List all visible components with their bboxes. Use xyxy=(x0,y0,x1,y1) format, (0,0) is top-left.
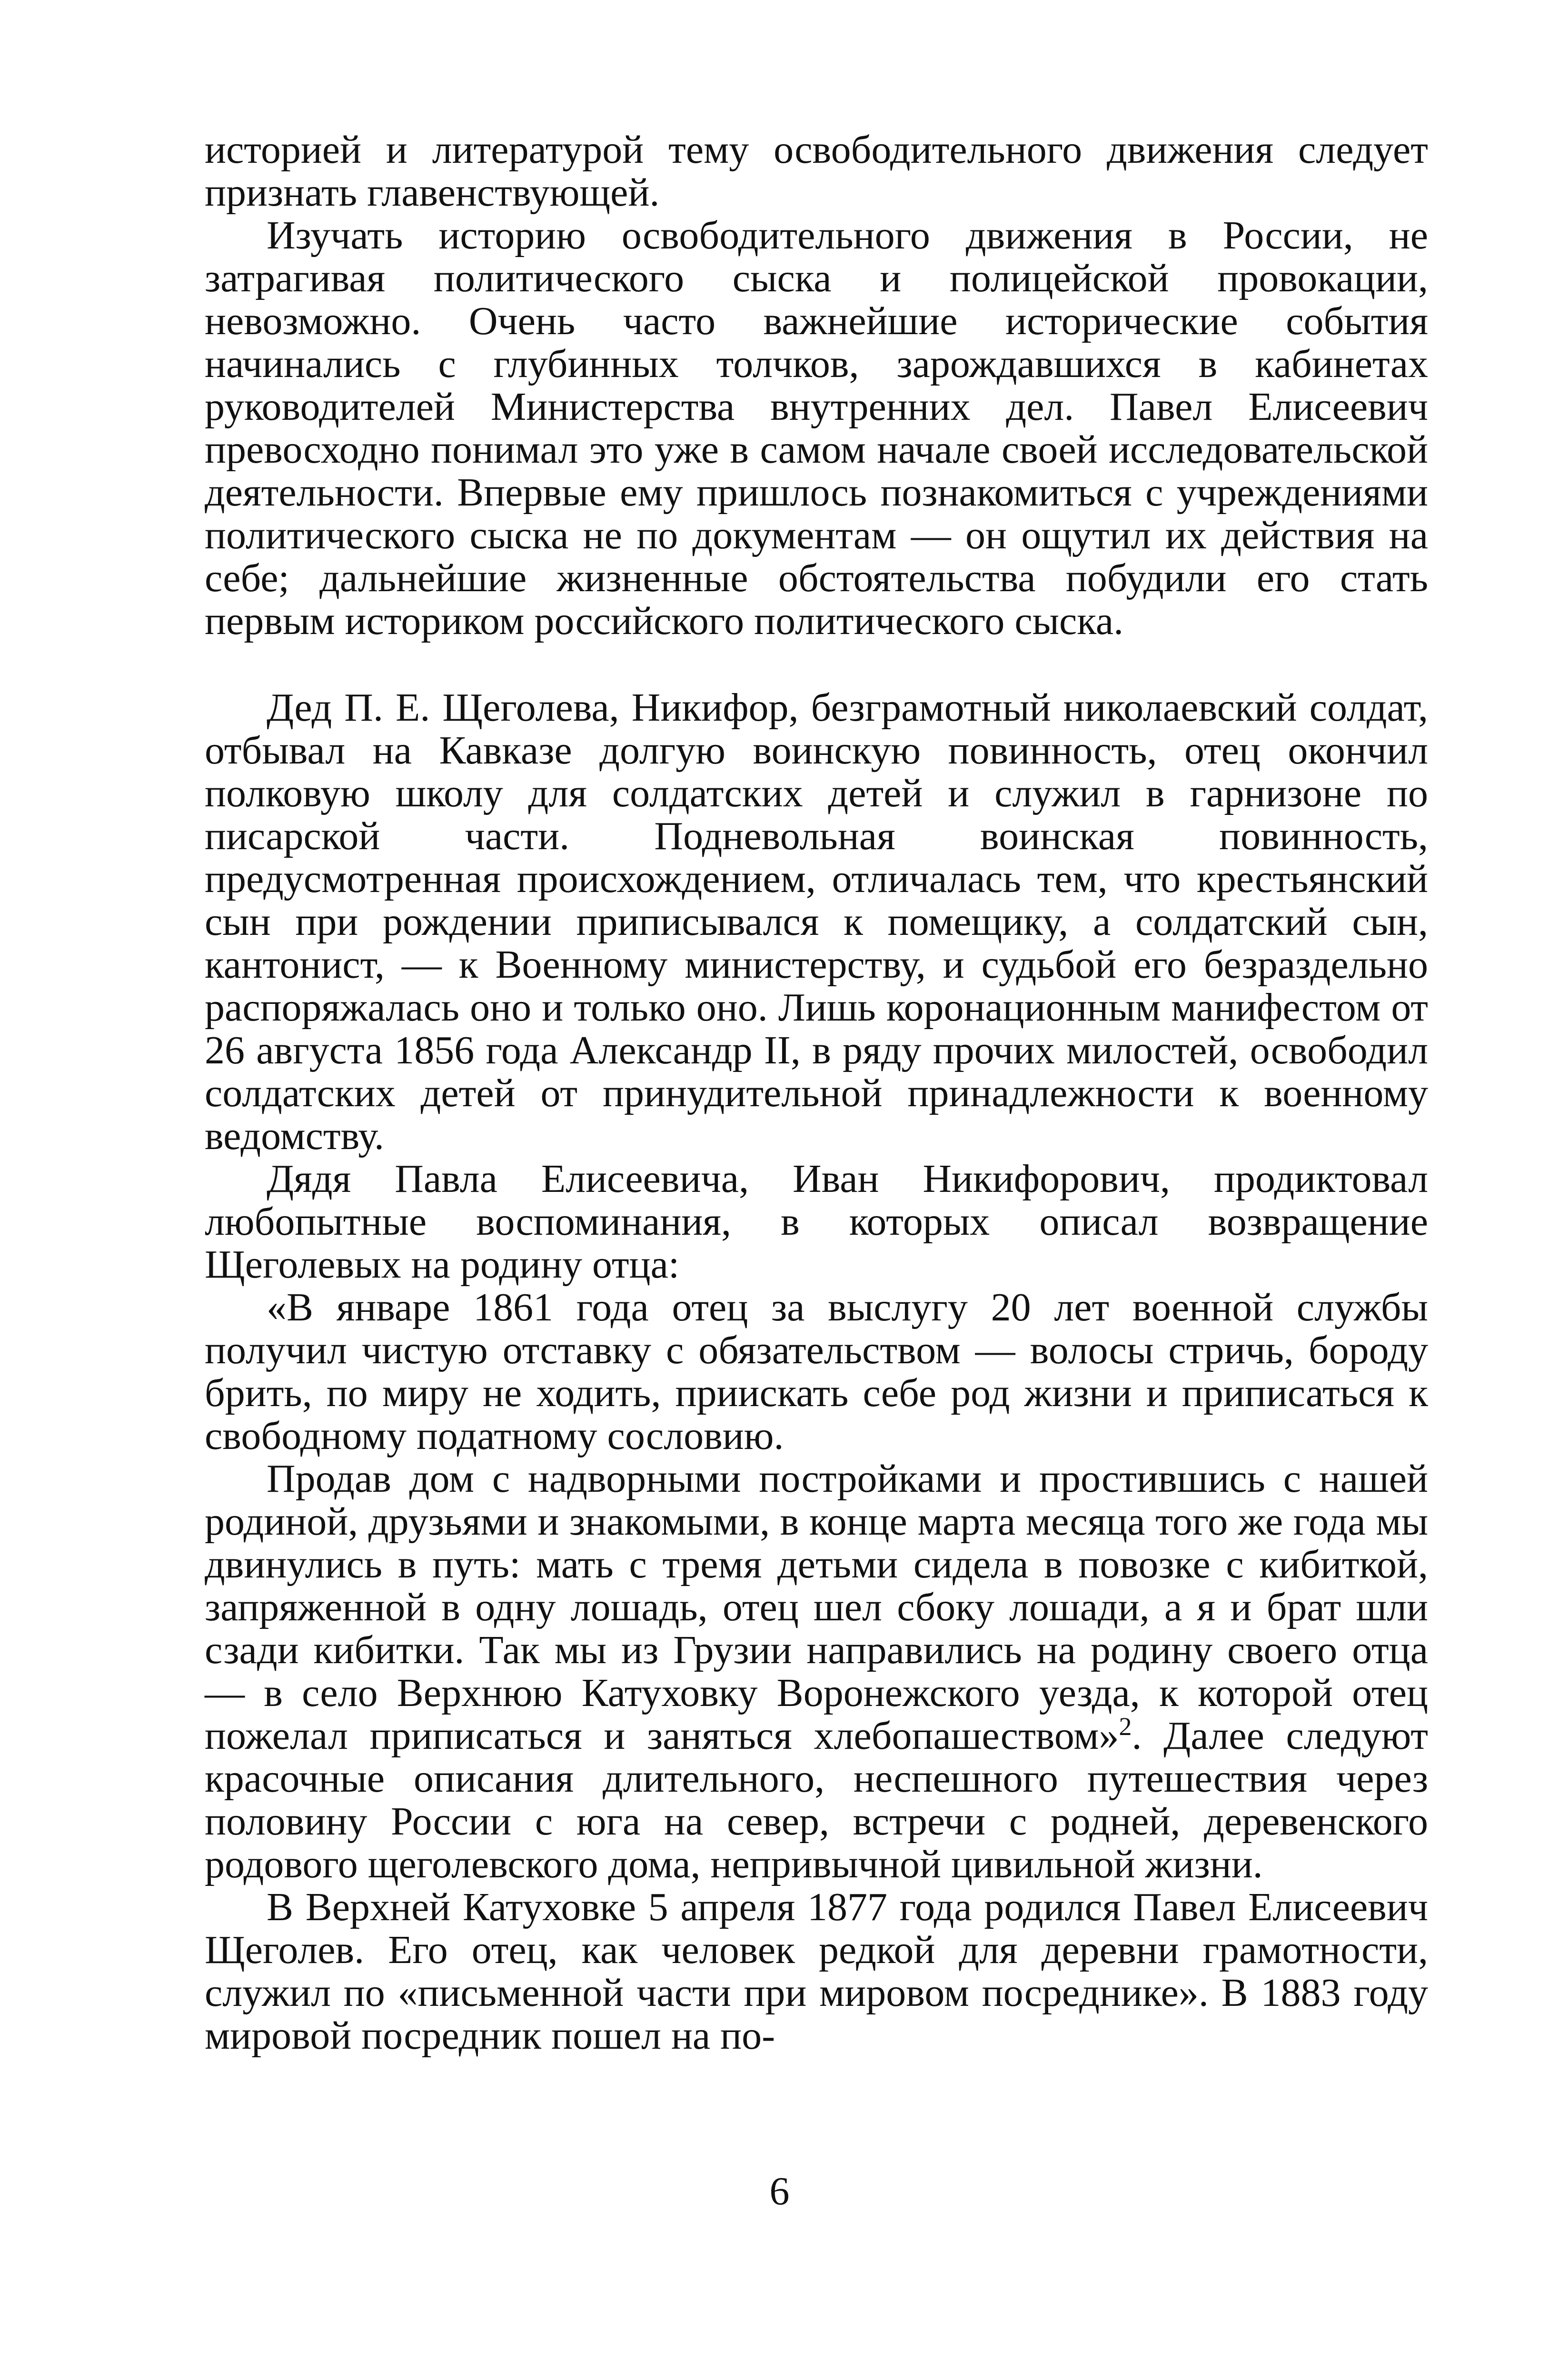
paragraph-intro: Изучать историю освободительного движения в России, не затрагивая политического сыска и полицейской провокации, невозможно. Очень часто важнейшие исторические события начинались с глубинных толчков, зарождавшихся в кабинетах руководителей Министерства внутренних дел. Павел Елисеевич превосходно понимал это уже в самом начале своей исследовательской деятельности. Впервые ему пришлось познакомиться с учреждениями политического сыска не по документам — он ощутил их действия на себе; дальнейшие жизненные обстоятельства побудили его стать первым историком российского политического сыска. xyxy=(205,213,1428,643)
paragraph-uncle: Дядя Павла Елисеевича, Иван Никифорович, продиктовал любопытные воспоминания, в которых описал возвращение Щеголевых на родину отца: xyxy=(205,1157,1428,1287)
footnote-marker: 2 xyxy=(1119,1712,1132,1741)
paragraph-grandfather: Дед П. Е. Щеголева, Никифор, безграмотный николаевский солдат, отбывал на Кавказе долгую воинскую повинность, отец окончил полковую школу для солдатских детей и служил в гарнизоне по писарской части. Подневольная воинская повинность, предусмотренная происхождением, отличалась тем, что крестьянский сын при рождении приписывался к помещику, а солдатский сын, кантонист, — к Военному министерству, и судьбой его безраздельно распоряжалась оно и только оно. Лишь коронационным манифестом от 26 августа 1856 года Александр II, в ряду прочих милостей, освободил солдатских детей от принудительной принадлежности к военному ведомству. xyxy=(205,685,1428,1158)
quote-journey-text: Продав дом с надворными постройками и простившись с нашей родиной, друзьями и знакомыми, в конце марта месяца того же года мы двинулись в путь: мать с тремя детьми сидела в повозке с кибиткой, запряженной в одну лошадь, отец шел сбоку лошади, а я и брат шли сзади кибитки. Так мы из Грузии направились на родину своего отца — в село Верхнюю Катуховку Воронежского уезда, к которой отец пожелал приписаться и заняться хлебопашеством» xyxy=(205,1457,1428,1758)
section-gap xyxy=(205,643,1428,686)
paragraph-quote-journey xyxy=(205,1458,1428,1886)
paragraph-birth: В Верхней Катуховке 5 апреля 1877 года родился Павел Елисеевич Щеголев. Его отец, как человек редкой для деревни грамотности, служил по «письменной части при мировом посреднике». В 1883 году мировой посредник пошел на по- xyxy=(205,1885,1428,2058)
quote-journey-continuation: . Далее следуют красочные описания длительного, неспешного путешествия через половину России с юга на север, встречи с родней, деревенского родового щеголевского дома, непривычной цивильной жизни. xyxy=(205,1714,1428,1886)
paragraph-quote-start: «В январе 1861 года отец за выслугу 20 лет военной службы получил чистую отставку с обязательством — волосы стричь, бороду брить, по миру не ходить, приискать себе род жизни и приписаться к свободному податному сословию. xyxy=(205,1285,1428,1458)
page-body xyxy=(205,129,1428,2057)
paragraph-continuation: историей и литературой тему освободительного движения следует признать главенствующей. xyxy=(205,128,1428,215)
page-number: 6 xyxy=(769,2169,790,2213)
